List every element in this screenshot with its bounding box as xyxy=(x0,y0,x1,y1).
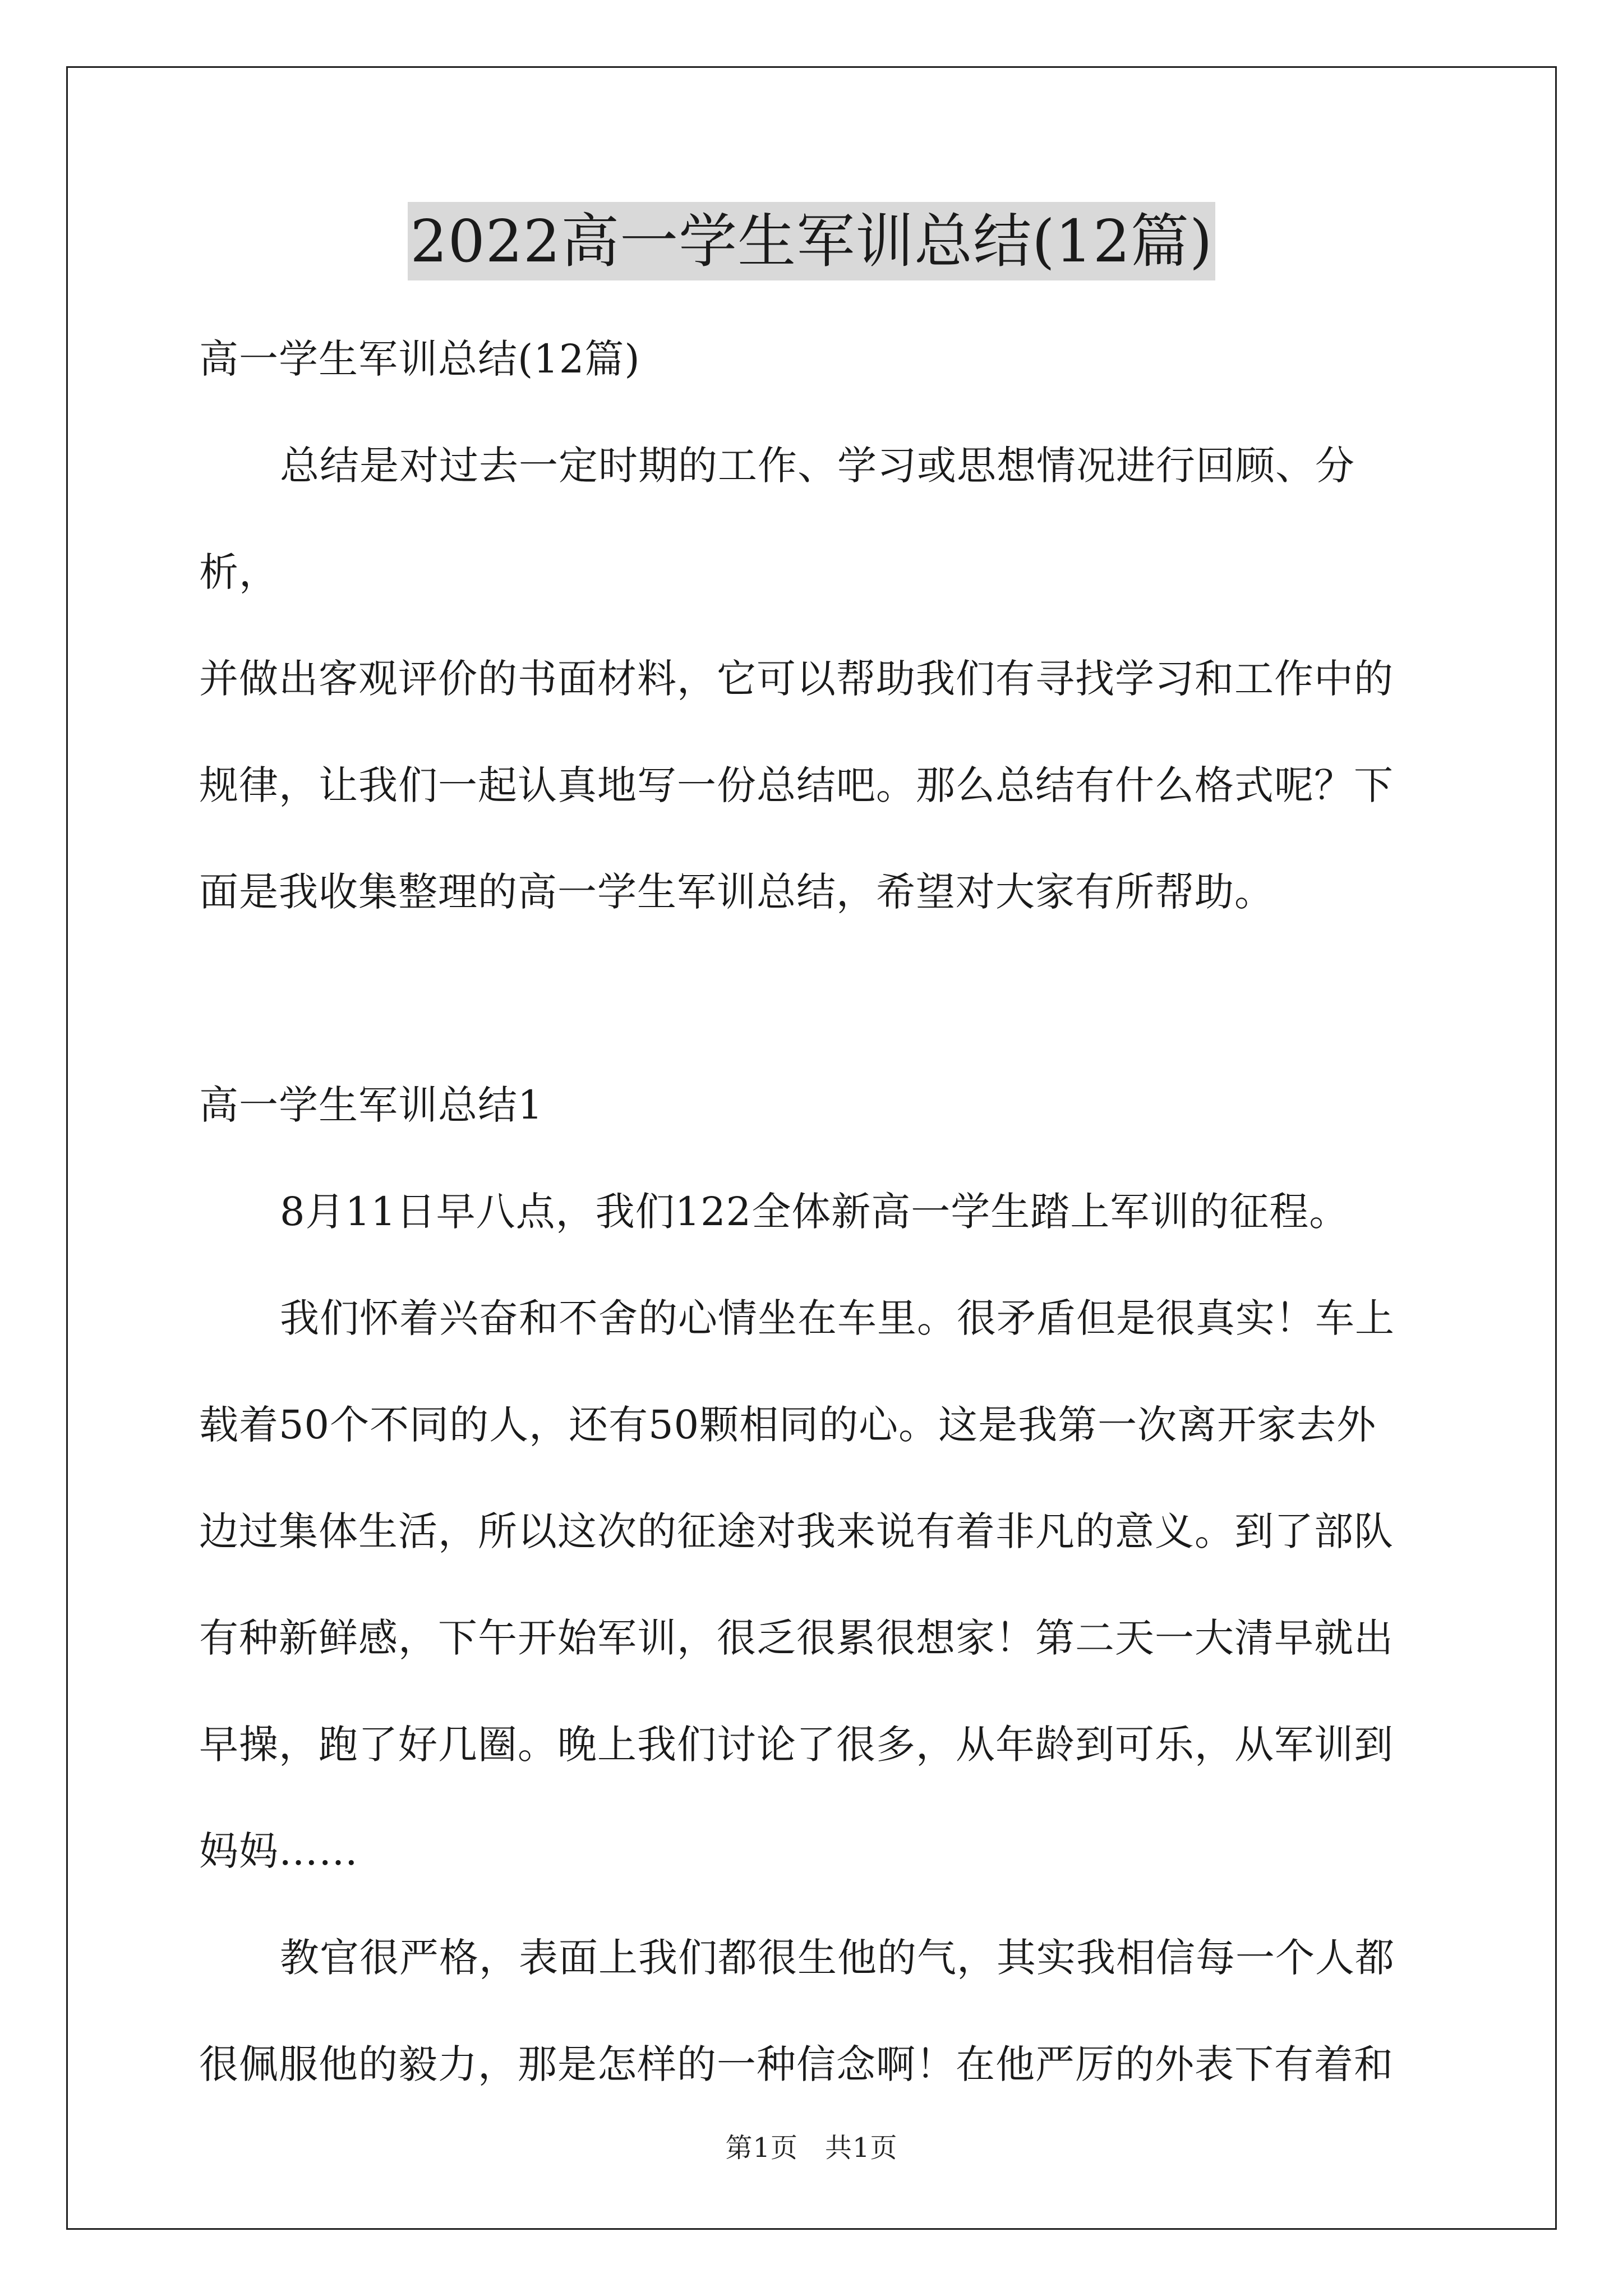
page-total: 共1页 xyxy=(825,2132,898,2164)
body-line-2: 我们怀着兴奋和不舍的心情坐在车里。很矛盾但是很真实！车上 xyxy=(280,1295,1395,1341)
body-line-3: 载着50个不同的人，还有50颗相同的心。这是我第一次离开家去外 xyxy=(199,1402,1377,1448)
body-line-8: 教官很严格，表面上我们都很生他的气，其实我相信每一个人都 xyxy=(280,1935,1395,1981)
body-line-7: 妈妈…… xyxy=(199,1828,358,1874)
intro-line-1: 总结是对过去一定时期的工作、学习或思想情况进行回顾、分析， xyxy=(199,443,1355,595)
document-body xyxy=(199,306,1433,2118)
intro-line-3: 规律，让我们一起认真地写一份总结吧。那么总结有什么格式呢？下 xyxy=(199,762,1394,808)
section-spacer xyxy=(199,945,1433,1052)
page-footer xyxy=(0,2126,1623,2165)
body-line-1: 8月11日早八点，我们122全体新高一学生踏上军训的征程。 xyxy=(280,1189,1349,1235)
intro-line-2: 并做出客观评价的书面材料，它可以帮助我们有寻找学习和工作中的 xyxy=(199,656,1394,702)
intro-line-4: 面是我收集整理的高一学生军训总结，希望对大家有所帮助。 xyxy=(199,869,1274,915)
body-line-6: 早操，跑了好几圈。晚上我们讨论了很多，从年龄到可乐，从军训到 xyxy=(199,1722,1394,1768)
body-line-4: 边过集体生活，所以这次的征途对我来说有着非凡的意义。到了部队 xyxy=(199,1508,1394,1554)
subtitle: 高一学生军训总结(12篇) xyxy=(199,336,640,382)
title-container xyxy=(0,202,1623,280)
body-line-9: 很佩服他的毅力，那是怎样的一种信念啊！在他严厉的外表下有着和 xyxy=(199,2041,1394,2087)
document-title: 2022高一学生军训总结(12篇) xyxy=(408,202,1215,280)
body-line-5: 有种新鲜感，下午开始军训，很乏很累很想家！第二天一大清早就出 xyxy=(199,1615,1394,1661)
section-heading: 高一学生军训总结1 xyxy=(199,1082,543,1128)
page-number: 第1页 xyxy=(725,2132,798,2164)
